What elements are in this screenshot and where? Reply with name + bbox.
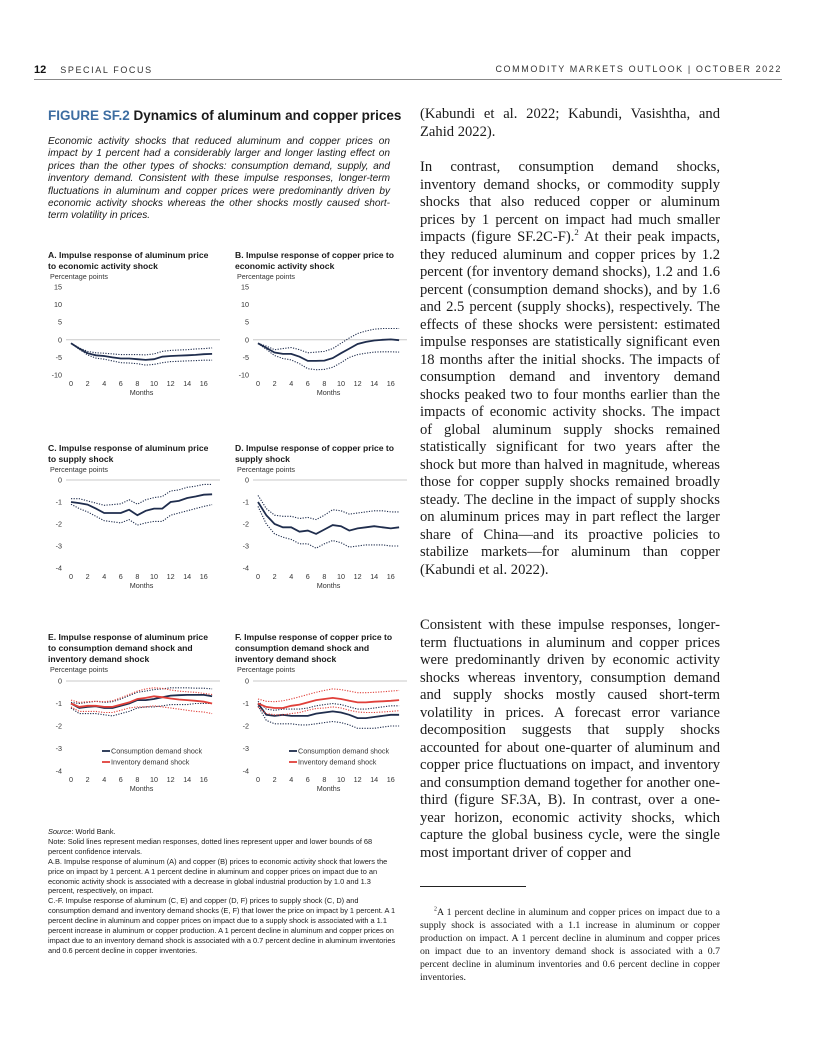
panel-title: C. Impulse response of aluminum price to supply shock bbox=[48, 443, 209, 464]
y-tick-label: -1 bbox=[242, 497, 249, 507]
x-tick-label: 2 bbox=[272, 775, 277, 784]
y-tick-label: 0 bbox=[245, 475, 249, 485]
x-tick-label: 12 bbox=[353, 775, 362, 784]
x-tick-label: 12 bbox=[166, 775, 175, 784]
x-tick-label: 14 bbox=[370, 775, 379, 784]
x-tick-label: 12 bbox=[166, 572, 175, 581]
y-tick-label: -4 bbox=[242, 766, 249, 776]
running-header-right: COMMODITY MARKETS OUTLOOK | OCTOBER 2022 bbox=[495, 64, 782, 74]
x-tick-label: 4 bbox=[102, 379, 107, 388]
figure-label: FIGURE SF.2 bbox=[48, 108, 130, 123]
y-tick-label: -2 bbox=[242, 721, 249, 731]
y-tick-label: -2 bbox=[55, 519, 62, 529]
chart-f bbox=[235, 665, 415, 797]
x-tick-label: 8 bbox=[135, 572, 140, 581]
source-line: Source: World Bank. bbox=[48, 827, 116, 836]
x-tick-label: 2 bbox=[272, 572, 277, 581]
x-tick-label: 16 bbox=[386, 379, 395, 388]
x-tick-label: 0 bbox=[69, 379, 73, 388]
y-axis-label: Percentage points bbox=[237, 665, 295, 674]
y-axis-label: Percentage points bbox=[237, 465, 295, 474]
series-line-consumption-demand-shock bbox=[258, 704, 399, 719]
y-tick-label: 10 bbox=[241, 300, 249, 310]
series-line-median bbox=[71, 343, 212, 360]
figure-title-text: Dynamics of aluminum and copper prices bbox=[133, 108, 402, 123]
body-paragraph-2: In contrast, consumption demand shocks, inventory demand shocks, or commodity supply shocks that also reduced copper or aluminum prices by 1 percent on impact had much smaller impacts (figure SF.2C-F).$^2$ At their peak impacts, they reduced aluminum and copper prices by 1.2 percent (for inventory demand shocks), 1.2 and 1.6 percent (consumption demand shocks), and by 1.6 and 2.5 percent (supply shocks), respectively. The effects of these shocks were persistent: estimated impulse responses are statistically significant even 18 months after the initial shocks. The impacts of consumption demand and inventory demand shocks peaked two to four months earlier than the impacts of economic activity shocks. The impact of global aluminum supply shocks remained statistically significant for two years after the shock but more than halved in magnitude, whereas those for copper supply shocks remained broadly steady. The decline in the impact of supply shocks on aluminum prices may in part reflect the larger share of China—and its proactive policies to stabilize markets—for aluminum than copper (Kabundi et al. 2022). bbox=[420, 159, 721, 578]
y-tick-label: 5 bbox=[245, 317, 249, 327]
legend-label: Consumption demand shock bbox=[298, 746, 390, 756]
x-tick-label: 8 bbox=[135, 775, 140, 784]
y-tick-label: -3 bbox=[55, 541, 62, 551]
x-tick-label: 2 bbox=[85, 379, 90, 388]
x-tick-label: 10 bbox=[337, 775, 345, 784]
x-tick-label: 14 bbox=[183, 572, 192, 581]
y-tick-label: -5 bbox=[242, 352, 249, 362]
panel-title: A. Impulse response of aluminum price to economic activity shock bbox=[48, 250, 209, 271]
x-tick-label: 16 bbox=[199, 572, 208, 581]
y-tick-label: -4 bbox=[55, 563, 62, 573]
confidence-bound-lower-bound bbox=[258, 343, 399, 369]
x-tick-label: 12 bbox=[353, 379, 362, 388]
y-axis-label: Percentage points bbox=[237, 272, 295, 281]
legend-label: Consumption demand shock bbox=[111, 746, 203, 756]
x-tick-label: 16 bbox=[386, 775, 395, 784]
x-tick-label: 8 bbox=[135, 379, 140, 388]
x-tick-label: 16 bbox=[199, 775, 208, 784]
y-tick-label: -1 bbox=[55, 497, 62, 507]
x-tick-label: 10 bbox=[337, 572, 345, 581]
y-tick-label: 0 bbox=[58, 335, 62, 345]
legend-label: Inventory demand shock bbox=[111, 757, 190, 767]
x-axis-label: Months bbox=[129, 784, 154, 793]
series-line-median bbox=[71, 494, 212, 515]
x-tick-label: 6 bbox=[305, 379, 310, 388]
y-tick-label: 0 bbox=[58, 475, 62, 485]
x-tick-label: 10 bbox=[150, 775, 158, 784]
chart-b bbox=[235, 272, 415, 402]
y-tick-label: 0 bbox=[245, 335, 249, 345]
x-tick-label: 6 bbox=[118, 379, 123, 388]
x-tick-label: 14 bbox=[183, 775, 192, 784]
panel-a bbox=[48, 250, 228, 402]
y-tick-label: 10 bbox=[54, 300, 62, 310]
panel-title: E. Impulse response of aluminum price to consumption demand shock and inventory demand shock bbox=[48, 632, 208, 664]
panel-title: F. Impulse response of copper price to consumption demand shock and inventory demand shock bbox=[235, 632, 393, 664]
x-tick-label: 4 bbox=[289, 572, 294, 581]
x-axis-label: Months bbox=[129, 581, 154, 590]
confidence-bound-upper-bound bbox=[258, 495, 399, 519]
y-tick-label: -4 bbox=[242, 563, 249, 573]
page-number: 12 bbox=[34, 64, 47, 76]
y-tick-label: -1 bbox=[55, 699, 62, 708]
x-tick-label: 4 bbox=[289, 379, 294, 388]
x-axis-label: Months bbox=[316, 581, 341, 590]
x-tick-label: 14 bbox=[183, 379, 192, 388]
body-paragraph-1: (Kabundi et al. 2022; Kabundi, Vasishtha, and Zahid 2022). bbox=[420, 106, 720, 140]
x-tick-label: 12 bbox=[353, 572, 362, 581]
footnote-ref[interactable]: 2 bbox=[574, 227, 579, 238]
y-axis-label: Percentage points bbox=[50, 272, 108, 281]
y-tick-label: 5 bbox=[58, 317, 62, 327]
figure-caption: Economic activity shocks that reduced aluminum and copper prices on impact by 1 percent had a considerably larger and longer lasting effect on prices than the other types of shocks: consumption demand, supply, and inventory demand. Consistent with these impulse responses, longer-term fluctuations in aluminum and copper prices were predominantly driven by economic activity shocks whereas the other shocks mostly caused short-term volatility in prices. bbox=[48, 136, 390, 222]
x-tick-label: 10 bbox=[150, 572, 158, 581]
y-tick-label: -2 bbox=[242, 519, 249, 529]
x-tick-label: 6 bbox=[305, 775, 310, 784]
x-tick-label: 0 bbox=[69, 775, 73, 784]
x-tick-label: 8 bbox=[322, 572, 327, 581]
panel-c bbox=[48, 443, 228, 595]
x-tick-label: 12 bbox=[166, 379, 175, 388]
y-tick-label: -3 bbox=[55, 744, 62, 753]
x-tick-label: 8 bbox=[322, 379, 327, 388]
chart-d bbox=[235, 465, 415, 595]
note: Note: Solid lines represent median responses, dotted lines represent upper and lower bounds of 68 percent confidence intervals. bbox=[48, 836, 373, 856]
figure-notes bbox=[48, 827, 396, 956]
x-tick-label: 8 bbox=[322, 775, 327, 784]
panel-d bbox=[235, 443, 415, 595]
section-name: SPECIAL FOCUS bbox=[60, 65, 153, 75]
confidence-bound-upper-bound bbox=[71, 484, 212, 505]
confidence-bound-upper-bound bbox=[71, 343, 212, 355]
x-tick-label: 14 bbox=[370, 572, 379, 581]
x-tick-label: 2 bbox=[85, 775, 90, 784]
x-axis-label: Months bbox=[129, 388, 154, 397]
y-tick-label: -2 bbox=[55, 721, 62, 731]
y-tick-label: 0 bbox=[58, 676, 62, 686]
figure-title bbox=[48, 108, 401, 123]
note: C.-F. Impulse response of aluminum (C, E) and copper (D, F) prices to supply shock (C, D) and consumption demand and inventory demand shocks (E, F) that lower the price on impact by 1 percent. A 1 percent decline in aluminum and copper prices on impact due to a supply shock is associated with a 1.1 percent increase in aluminum or copper production. A 1 percent decline in aluminum and copper prices on impact due to an inventory demand shock is associated with a 0.7 percent decline in aluminum inventories and 0.6 percent decline in copper inventories. bbox=[48, 896, 396, 955]
series-line-inventory-demand-shock bbox=[258, 698, 399, 708]
chart-a bbox=[48, 272, 228, 402]
y-tick-label: -10 bbox=[51, 370, 62, 380]
x-tick-label: 10 bbox=[150, 379, 158, 388]
y-tick-label: -3 bbox=[242, 541, 249, 551]
x-axis-label: Months bbox=[316, 784, 341, 793]
x-tick-label: 2 bbox=[85, 572, 90, 581]
x-tick-label: 6 bbox=[305, 572, 310, 581]
x-tick-label: 2 bbox=[272, 379, 277, 388]
x-tick-label: 0 bbox=[256, 775, 260, 784]
panel-b bbox=[235, 250, 415, 402]
panel-title: B. Impulse response of copper price to economic activity shock bbox=[235, 250, 395, 271]
panel-f bbox=[235, 632, 415, 797]
y-tick-label: -5 bbox=[55, 352, 62, 362]
y-tick-label: 0 bbox=[245, 676, 249, 686]
x-tick-label: 4 bbox=[102, 775, 107, 784]
x-tick-label: 0 bbox=[256, 379, 260, 388]
x-tick-label: 4 bbox=[102, 572, 107, 581]
running-header-left bbox=[34, 64, 153, 76]
x-tick-label: 6 bbox=[118, 572, 123, 581]
y-axis-label: Percentage points bbox=[50, 665, 108, 674]
footnote: $^2$A 1 percent decline in aluminum and copper prices on impact due to a supply shock is associated with a 1.1 increase in aluminum or copper production on impact. A 1 percent decline in aluminum and copper prices on impact due to an inventory demand shock is associated with a 0.7 percent decline in aluminum inventories and 0.6 percent decline in copper inventories. bbox=[420, 906, 720, 983]
y-axis-label: Percentage points bbox=[50, 465, 108, 474]
y-tick-label: -10 bbox=[238, 370, 249, 380]
panel-e bbox=[48, 632, 228, 797]
y-tick-label: 15 bbox=[54, 282, 62, 292]
panel-title: D. Impulse response of copper price to supply shock bbox=[235, 443, 395, 464]
series-line-median bbox=[258, 502, 399, 534]
x-tick-label: 0 bbox=[256, 572, 260, 581]
x-tick-label: 0 bbox=[69, 572, 73, 581]
confidence-bound-inventory-upper bbox=[258, 689, 399, 702]
x-tick-label: 16 bbox=[386, 572, 395, 581]
x-axis-label: Months bbox=[316, 388, 341, 397]
x-tick-label: 10 bbox=[337, 379, 345, 388]
y-tick-label: -1 bbox=[242, 699, 249, 708]
header-rule bbox=[34, 79, 782, 80]
legend-label: Inventory demand shock bbox=[298, 757, 377, 767]
chart-c bbox=[48, 465, 228, 595]
body-paragraph-3: Consistent with these impulse responses, longer-term fluctuations in aluminum and copper prices were predominantly driven by economic activity shocks whereas inventory, consumption demand and supply shocks mostly caused short-term volatility in prices. A forecast error variance decomposition suggests that supply shocks accounted for about one-quarter of aluminum and copper price fluctuations on impact, and inventory and consumption demand together for another one-third (figure SF.3A, B). In contrast, over a one-year horizon, economic activity shocks, which capture the global business cycle, were the single most important driver of copper and bbox=[420, 617, 720, 861]
confidence-bound-consumption-upper bbox=[258, 701, 399, 710]
footnote-rule bbox=[420, 886, 526, 887]
note: A.B. Impulse response of aluminum (A) and copper (B) prices to economic activity shock that lowers the price on impact by 1 percent. A 1 percent decline in aluminum and copper prices on impact due to an economic activity shock is associated with a decrease in global industrial production by 1.0 and 1.3 percent, respectively, on impact. bbox=[48, 856, 388, 896]
x-tick-label: 14 bbox=[370, 379, 379, 388]
chart-e bbox=[48, 665, 228, 797]
y-tick-label: -3 bbox=[242, 744, 249, 753]
y-tick-label: 15 bbox=[241, 282, 249, 292]
x-tick-label: 4 bbox=[289, 775, 294, 784]
x-tick-label: 16 bbox=[199, 379, 208, 388]
x-tick-label: 6 bbox=[118, 775, 123, 784]
y-tick-label: -4 bbox=[55, 766, 62, 776]
